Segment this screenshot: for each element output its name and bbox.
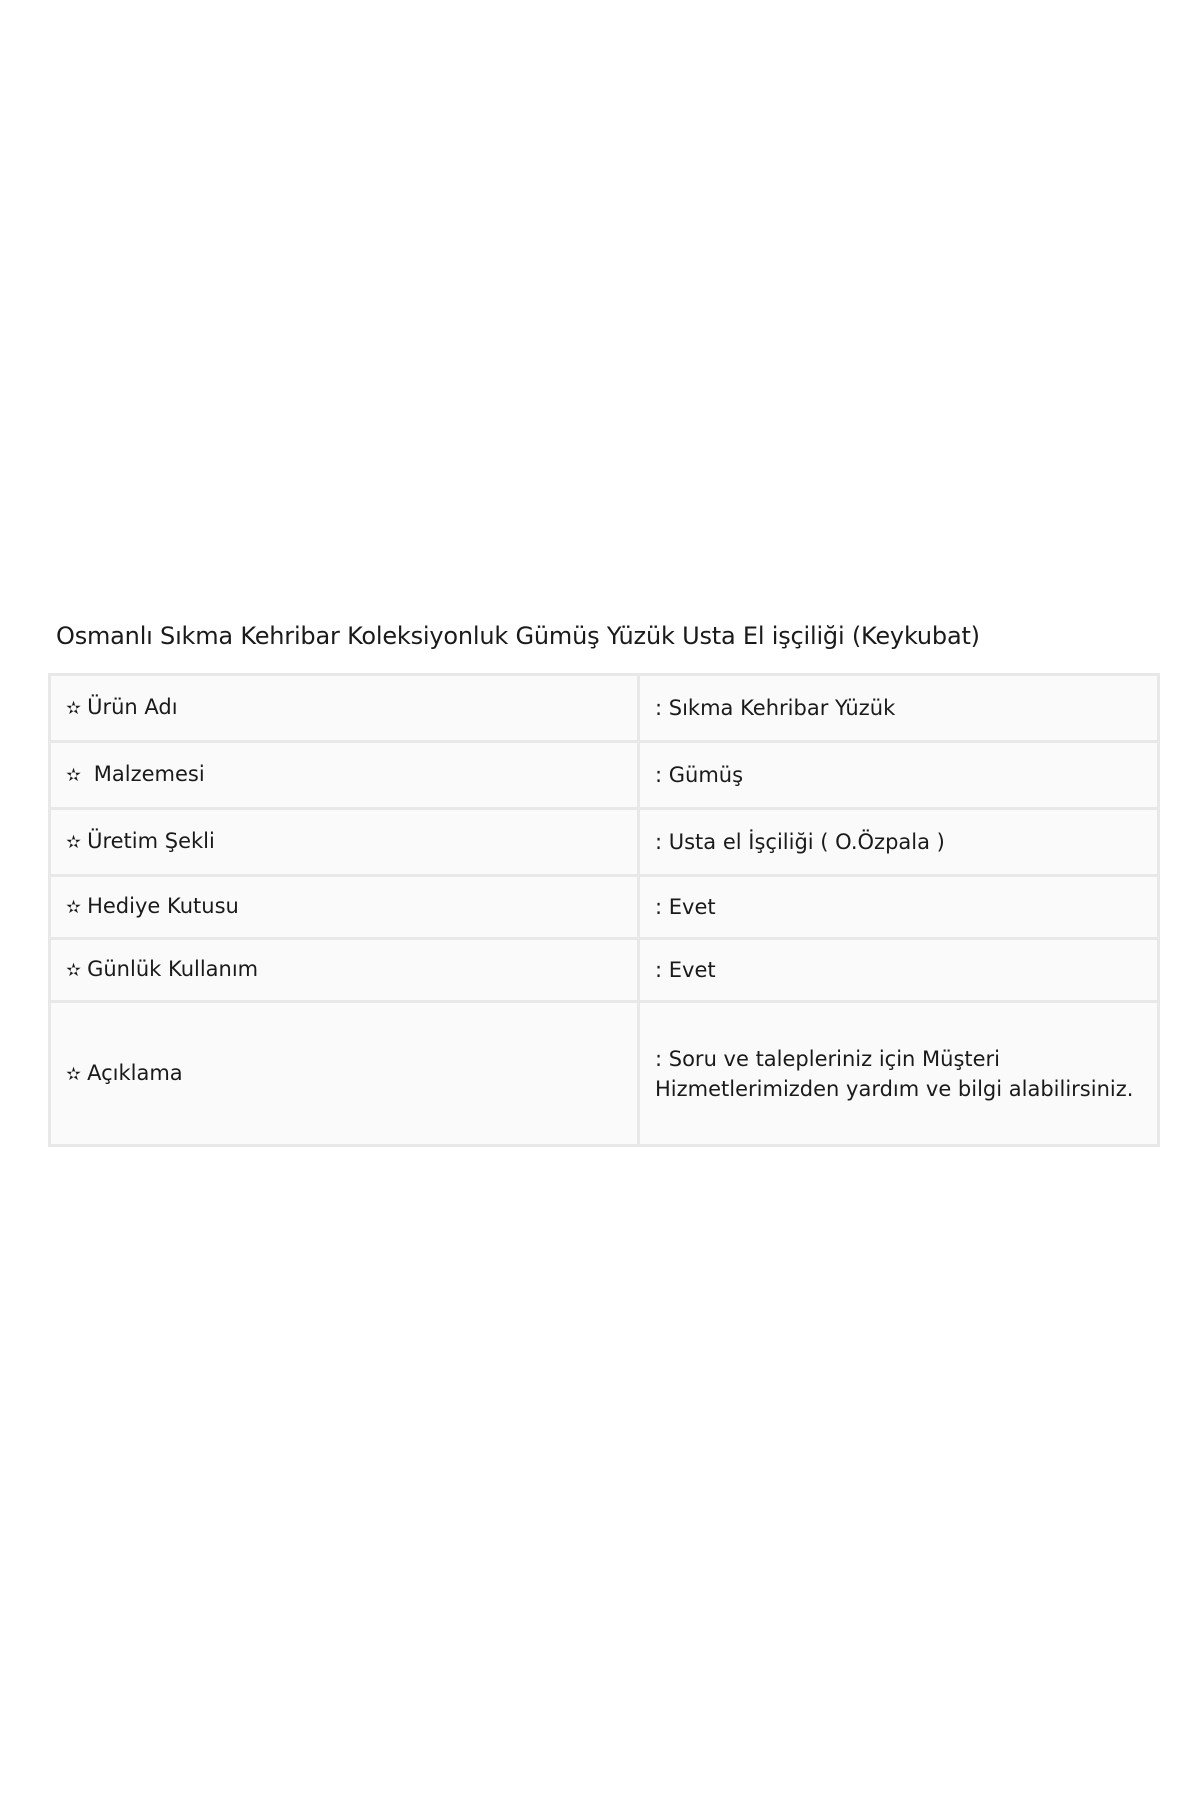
star-outline-icon: ✫: [66, 960, 82, 981]
spec-value: : Evet: [639, 876, 1159, 939]
product-title: Osmanlı Sıkma Kehribar Koleksiyonluk Gümüş Yüzük Usta El işçiliği (Keykubat): [56, 622, 980, 650]
spec-label: Hediye Kutusu: [87, 894, 239, 918]
star-outline-icon: ✫: [66, 897, 82, 918]
spec-row-description: [50, 1002, 1159, 1146]
spec-label-cell: [50, 939, 639, 1002]
spec-label: Malzemesi: [87, 762, 205, 786]
spec-value: : Usta el İşçiliği ( O.Özpala ): [639, 809, 1159, 876]
spec-label: Üretim Şekli: [87, 829, 215, 853]
star-outline-icon: ✫: [66, 832, 82, 853]
spec-row-production: [50, 809, 1159, 876]
spec-label-cell: [50, 742, 639, 809]
spec-label: Günlük Kullanım: [87, 957, 259, 981]
star-outline-icon: ✫: [66, 698, 82, 719]
spec-label-cell: [50, 809, 639, 876]
product-spec-table: [48, 673, 1160, 1147]
spec-label-cell: [50, 1002, 639, 1146]
spec-row-material: [50, 742, 1159, 809]
spec-value: : Gümüş: [639, 742, 1159, 809]
spec-label: Açıklama: [87, 1060, 183, 1085]
spec-label: Ürün Adı: [87, 695, 178, 719]
spec-value: : Sıkma Kehribar Yüzük: [639, 675, 1159, 742]
spec-label-cell: [50, 675, 639, 742]
spec-label-cell: [50, 876, 639, 939]
spec-row-daily-use: [50, 939, 1159, 1002]
spec-value: : Soru ve talepleriniz için Müşteri Hizmetlerimizden yardım ve bilgi alabilirsiniz.: [639, 1002, 1159, 1146]
star-outline-icon: ✫: [66, 1063, 82, 1085]
star-outline-icon: ✫: [66, 765, 82, 786]
spec-row-product-name: [50, 675, 1159, 742]
spec-row-gift-box: [50, 876, 1159, 939]
spec-value: : Evet: [639, 939, 1159, 1002]
